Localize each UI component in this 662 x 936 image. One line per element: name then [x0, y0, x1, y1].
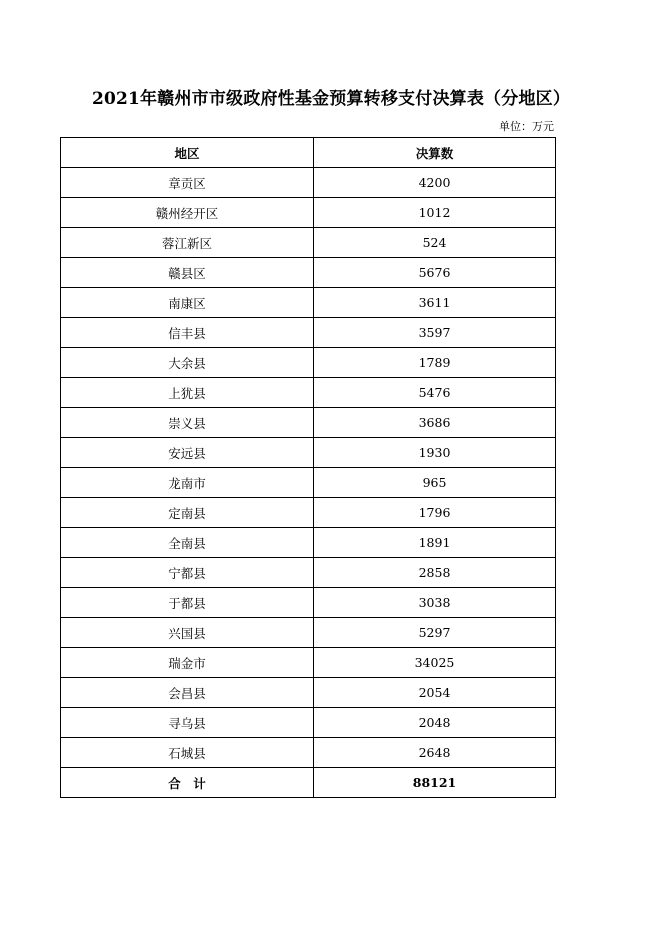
amount-cell: 34025	[314, 648, 556, 678]
amount-cell: 965	[314, 468, 556, 498]
region-cell: 石城县	[61, 738, 314, 768]
amount-cell: 1789	[314, 348, 556, 378]
header-amount: 决算数	[314, 138, 556, 168]
region-cell: 瑞金市	[61, 648, 314, 678]
table-row	[61, 348, 556, 378]
table-row	[61, 738, 556, 768]
region-cell: 上犹县	[61, 378, 314, 408]
budget-table	[60, 137, 556, 798]
total-label: 合 计	[61, 768, 314, 798]
table-row	[61, 618, 556, 648]
table-row	[61, 588, 556, 618]
region-cell: 大余县	[61, 348, 314, 378]
table-row	[61, 708, 556, 738]
table-row	[61, 438, 556, 468]
table-row	[61, 678, 556, 708]
amount-cell: 3038	[314, 588, 556, 618]
region-cell: 龙南市	[61, 468, 314, 498]
total-amount: 88121	[314, 768, 556, 798]
table-row	[61, 168, 556, 198]
region-cell: 章贡区	[61, 168, 314, 198]
amount-cell: 4200	[314, 168, 556, 198]
table-row	[61, 378, 556, 408]
amount-cell: 1012	[314, 198, 556, 228]
region-cell: 全南县	[61, 528, 314, 558]
table-row	[61, 258, 556, 288]
region-cell: 南康区	[61, 288, 314, 318]
region-cell: 定南县	[61, 498, 314, 528]
table-row	[61, 528, 556, 558]
table-row	[61, 228, 556, 258]
amount-cell: 3597	[314, 318, 556, 348]
amount-cell: 2648	[314, 738, 556, 768]
amount-cell: 2858	[314, 558, 556, 588]
table-row	[61, 198, 556, 228]
amount-cell: 1891	[314, 528, 556, 558]
region-cell: 于都县	[61, 588, 314, 618]
amount-cell: 5476	[314, 378, 556, 408]
amount-cell: 5297	[314, 618, 556, 648]
region-cell: 宁都县	[61, 558, 314, 588]
amount-cell: 3611	[314, 288, 556, 318]
amount-cell: 5676	[314, 258, 556, 288]
region-cell: 安远县	[61, 438, 314, 468]
amount-cell: 1930	[314, 438, 556, 468]
table-row	[61, 408, 556, 438]
table-row	[61, 558, 556, 588]
table-header-row	[61, 138, 556, 168]
page-title: 2021年赣州市市级政府性基金预算转移支付决算表（分地区）	[91, 89, 571, 109]
amount-cell: 1796	[314, 498, 556, 528]
table-row	[61, 648, 556, 678]
region-cell: 赣县区	[61, 258, 314, 288]
region-cell: 寻乌县	[61, 708, 314, 738]
total-row	[61, 768, 556, 798]
unit-label: 单位：万元	[499, 120, 554, 133]
region-cell: 赣州经开区	[61, 198, 314, 228]
amount-cell: 2054	[314, 678, 556, 708]
region-cell: 蓉江新区	[61, 228, 314, 258]
amount-cell: 524	[314, 228, 556, 258]
region-cell: 会昌县	[61, 678, 314, 708]
region-cell: 兴国县	[61, 618, 314, 648]
region-cell: 崇义县	[61, 408, 314, 438]
region-cell: 信丰县	[61, 318, 314, 348]
table-row	[61, 288, 556, 318]
table-row	[61, 468, 556, 498]
header-region: 地区	[61, 138, 314, 168]
amount-cell: 2048	[314, 708, 556, 738]
table-row	[61, 318, 556, 348]
table-row	[61, 498, 556, 528]
amount-cell: 3686	[314, 408, 556, 438]
